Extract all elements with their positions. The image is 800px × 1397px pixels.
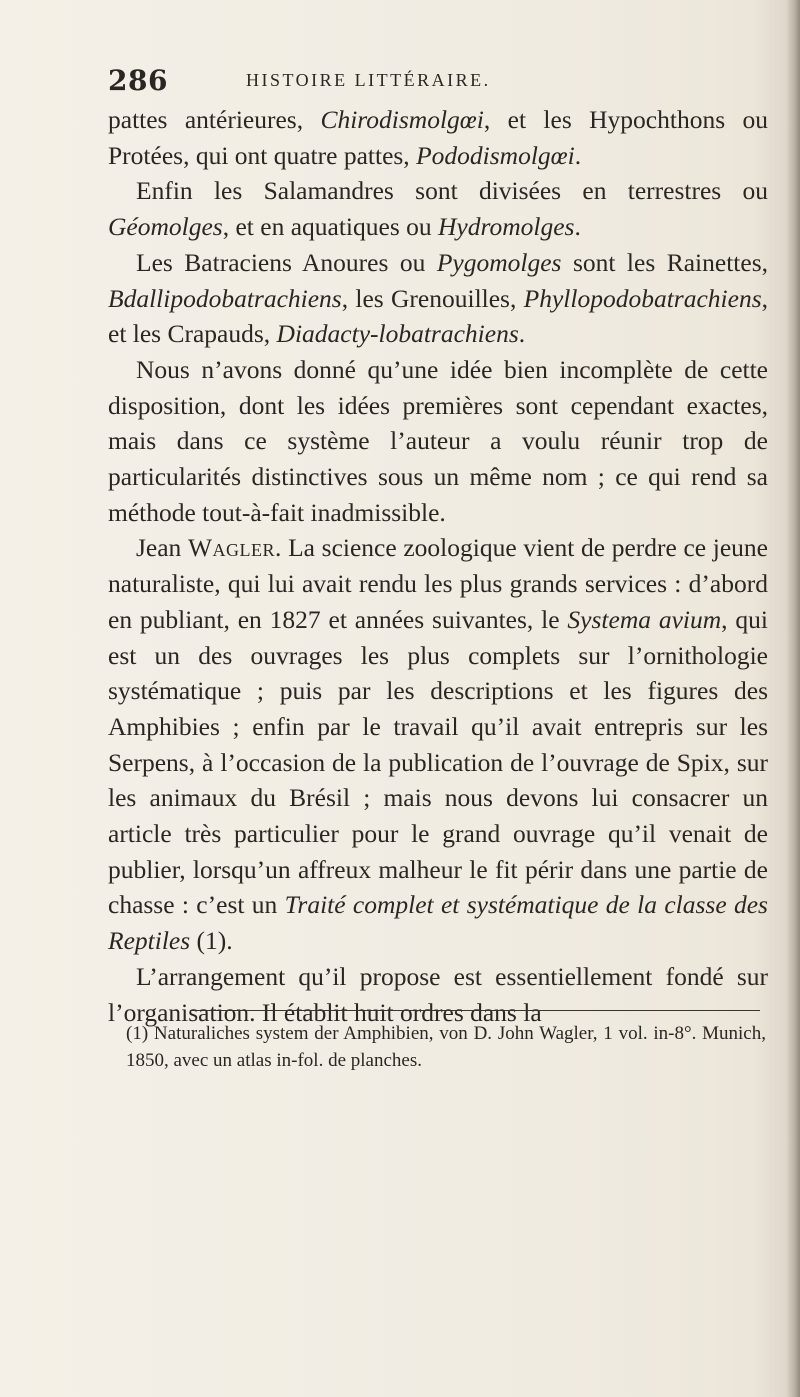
page-number: 286 [108,64,168,97]
paragraph [108,102,768,173]
text-run: , qui est un des ouvrages les plus complets sur l’ornithologie systématique ; puis par les descriptions et les figures des Amphibies ; enfin par le travail qu’il avait entrepris sur les Serpens, à l’occasion de la publication de l’ouvrage de Spix, sur les animaux du Brésil ; mais nous devons lui consacrer un article très particulier pour le grand ouvrage qu’il venait de publier, lorsqu’un affreux malheur le fit périr dans une partie de chasse : c’est un [108,604,768,920]
italic-term: Pygomolges [436,247,562,277]
italic-term: Systema avium [567,604,722,634]
text-run: , et les Hypochthons ou Protées, qui ont quatre pattes, [108,105,768,170]
text-run: . [574,212,581,242]
text-run: . La science zoologique vient de perdre ce jeune naturaliste, qui lui avait rendu les plus grands services : d’abord en publiant, en 1827 et années suivantes, le [108,533,769,634]
footnote-rule [190,1010,760,1011]
text-run: , et les Crapauds, [108,283,768,349]
italic-term: Phyllopodobatrachiens [523,283,762,313]
page-edge-shadow [786,0,800,1397]
text-run: Enfin les Salamandres sont divisées en terrestres ou [136,176,768,206]
italic-term: Diadacty-lobatrachiens [276,319,519,349]
text-run: pattes antérieures, [108,105,321,134]
text-run: Les Batraciens Anoures ou [136,247,437,277]
text-run: . [574,140,582,170]
paragraph [108,530,768,958]
body-text [108,102,768,1030]
small-caps-name: Wagler [187,533,276,563]
text-run: Nous n’avons donné qu’une idée bien incomplète de cette disposition, dont les idées premières sont cependant exactes, mais dans ce système l’auteur a voulu réunir trop de particularités distinctives sous un même nom ; ce qui rend sa méthode tout-à-fait inadmissible. [108,354,768,527]
italic-term: Bdallipodobatrachiens [108,283,342,313]
text-run: . [518,319,526,349]
footnote: (1) Naturaliches system der Amphibien, von D. John Wagler, 1 vol. in-8°. Munich, 1850, avec un atlas in-fol. de planches. [126,1023,766,1071]
page-header [108,64,768,97]
running-title: HISTOIRE LITTÉRAIRE. [246,70,491,90]
italic-term: Chirodismolgœi [320,105,484,134]
text-run: , et en aquatiques ou [222,212,439,242]
italic-term: Hydromolges [438,212,575,242]
text-run: (1). [190,926,233,956]
text-run: , les Grenouilles, [341,283,524,313]
italic-term: Traité complet et systématique de la classe des Reptiles [108,890,768,956]
text-run: Jean [136,533,188,563]
text-run: sont les Rainettes, [561,247,768,277]
italic-term: Géomolges [108,212,223,242]
paragraph [108,245,768,352]
italic-term: Pododismolgœi [416,140,575,170]
paragraph [108,173,768,244]
paragraph [108,352,768,531]
text-run: L’arrangement qu’il propose est essentiellement fondé sur l’organisation. Il établit huit ordres dans la [108,961,768,1027]
